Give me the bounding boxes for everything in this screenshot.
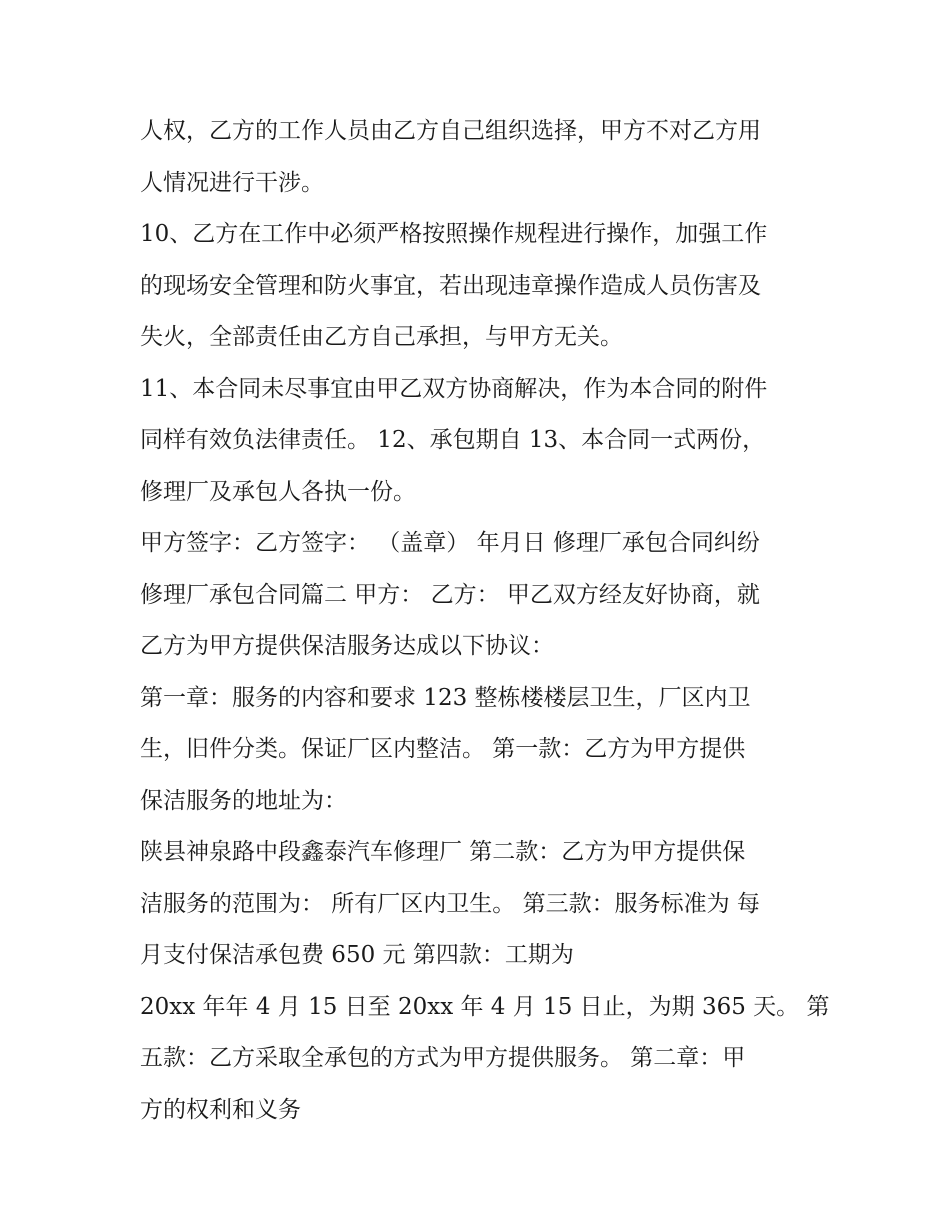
text-line: 20xx 年年 4 月 15 日至 20xx 年 4 月 15 日止，为期 365 天。 第 <box>140 993 830 1020</box>
text-line: 同样有效负法律责任。 12、承包期自 13、本合同一式两份， <box>140 427 766 453</box>
text-line: 修理厂承包合同篇二 甲方： 乙方： 甲乙双方经友好协商，就 <box>140 581 760 608</box>
text-line: 10、乙方在工作中必须严格按照操作规程进行操作，加强工作 <box>140 221 768 247</box>
document-body <box>140 106 830 1136</box>
text-line: 月支付保洁承包费 650 元 第四款：工期为 <box>140 942 574 968</box>
text-line: 五款：乙方采取全承包的方式为甲方提供服务。 第二章：甲 <box>140 1045 746 1071</box>
text-line: 人情况进行干涉。 <box>140 169 324 196</box>
text-line: 保洁服务的地址为： <box>140 787 347 814</box>
text-line: 人权，乙方的工作人员由乙方自己组织选择，甲方不对乙方用 <box>140 118 761 144</box>
text-line: 的现场安全管理和防火事宜，若出现违章操作造成人员伤害及 <box>140 272 761 299</box>
text-line: 第一章：服务的内容和要求 123 整栋楼楼层卫生，厂区内卫 <box>140 684 751 711</box>
text-line: 洁服务的范围为： 所有厂区内卫生。 第三款：服务标准为 每 <box>140 890 760 917</box>
text-line: 11、本合同未尽事宜由甲乙双方协商解决，作为本合同的附件 <box>140 375 768 402</box>
text-line: 陕县神泉路中段鑫泰汽车修理厂 第二款：乙方为甲方提供保 <box>140 839 746 865</box>
text-line: 失火，全部责任由乙方自己承担，与甲方无关。 <box>140 324 623 350</box>
text-line: 生，旧件分类。保证厂区内整洁。 第一款：乙方为甲方提供 <box>140 736 746 762</box>
text-line: 甲方签字：乙方签字： （盖章） 年月日 修理厂承包合同纠纷 <box>140 530 760 556</box>
text-line: 修理厂及承包人各执一份。 <box>140 478 416 505</box>
text-line: 方的权利和义务 <box>140 1096 301 1123</box>
text-line: 乙方为甲方提供保洁服务达成以下协议： <box>140 633 554 659</box>
